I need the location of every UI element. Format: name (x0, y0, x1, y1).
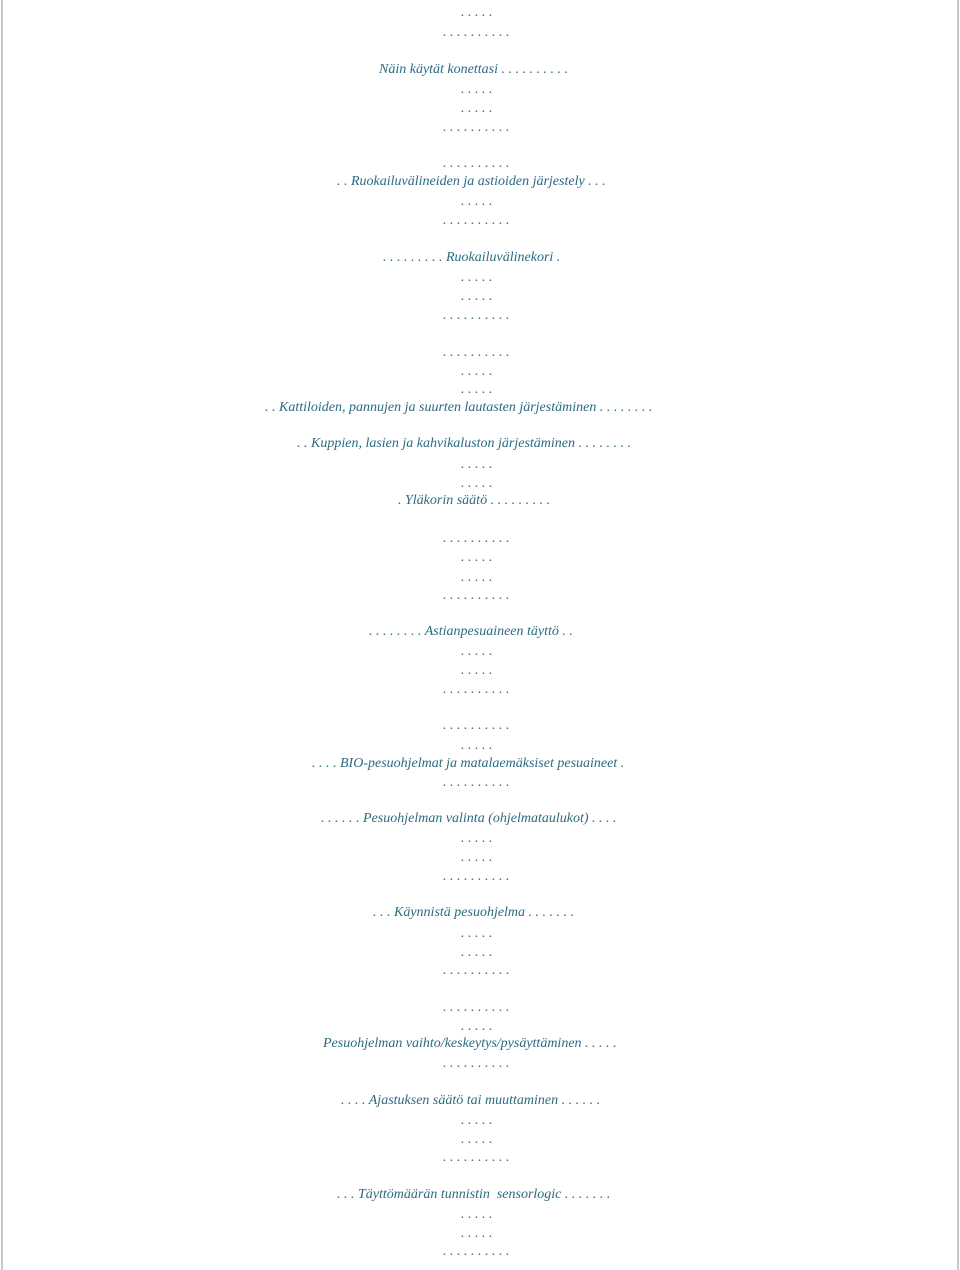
toc-leader: . . . . . . . . . . (443, 718, 510, 733)
toc-entry[interactable]: . . Kuppien, lasien ja kahvikaluston järjestäminen . . . . . . . . (297, 436, 632, 451)
toc-leader: . . . . . . . . . . (443, 1000, 510, 1015)
toc-leader: . . . . . . . . . . (443, 963, 510, 978)
toc-entry[interactable]: Näin käytät konettasi . . . . . . . . . . (379, 62, 568, 77)
toc-leader: . . . . . (461, 457, 493, 472)
toc-leader: . . . . . (461, 1132, 493, 1147)
toc-entry[interactable]: . . . . . . . . Astianpesuaineen täyttö . . (369, 624, 573, 639)
toc-leader: . . . . . (461, 644, 493, 659)
toc-leader: . . . . . (461, 382, 493, 397)
toc-entry[interactable]: . . . Täyttömäärän tunnistin sensorlogic . . . . . . . (337, 1187, 611, 1202)
toc-leader: . . . . . (461, 270, 493, 285)
toc-entry[interactable]: . . Ruokailuvälineiden ja astioiden järjestely . . . (337, 174, 606, 189)
toc-leader: . . . . . (461, 663, 493, 678)
toc-leader: . . . . . . . . . . (443, 213, 510, 228)
toc-leader: . . . . . (461, 1113, 493, 1128)
toc-leader: . . . . . (461, 82, 493, 97)
toc-leader: . . . . . (461, 101, 493, 116)
toc-leader: . . . . . (461, 570, 493, 585)
toc-leader: . . . . . (461, 194, 493, 209)
toc-leader: . . . . . (461, 364, 493, 379)
toc-leader: . . . . . (461, 926, 493, 941)
toc-leader: . . . . . . . . . . (443, 156, 510, 171)
toc-entry[interactable]: . . . . . . . . . Ruokailuvälinekori . (383, 250, 561, 265)
toc-entry[interactable]: . . . . . . Pesuohjelman valinta (ohjelmataulukot) . . . . (321, 811, 617, 826)
toc-leader: . . . . . (461, 1207, 493, 1222)
toc-leader: . . . . . . . . . . (443, 120, 510, 135)
toc-leader: . . . . . (461, 1019, 493, 1034)
toc-leader: . . . . . . . . . . (443, 1150, 510, 1165)
toc-leader: . . . . . (461, 5, 493, 20)
toc-leader: . . . . . . . . . . (443, 345, 510, 360)
toc-leader: . . . . . (461, 550, 493, 565)
toc-leader: . . . . . . . . . . (443, 869, 510, 884)
toc-leader: . . . . . . . . . . (443, 1056, 510, 1071)
toc-entry[interactable]: . . Kattiloiden, pannujen ja suurten lautasten järjestäminen . . . . . . . . (265, 400, 653, 415)
toc-leader: . . . . . . . . . . (443, 1244, 510, 1259)
toc-leader: . . . . . (461, 945, 493, 960)
toc-leader: . . . . . (461, 476, 493, 491)
toc-leader: . . . . . . . . . . (443, 682, 510, 697)
toc-entry[interactable]: . Yläkorin säätö . . . . . . . . . (398, 493, 551, 508)
toc-leader: . . . . . (461, 850, 493, 865)
toc-leader: . . . . . (461, 289, 493, 304)
toc-entry[interactable]: Pesuohjelman vaihto/keskeytys/pysäyttäminen . . . . . (323, 1036, 617, 1051)
toc-leader: . . . . . . . . . . (443, 531, 510, 546)
toc-leader: . . . . . (461, 738, 493, 753)
toc-leader: . . . . . . . . . . (443, 25, 510, 40)
toc-leader: . . . . . . . . . . (443, 588, 510, 603)
toc-leader: . . . . . (461, 831, 493, 846)
toc-entry[interactable]: . . . . Ajastuksen säätö tai muuttaminen . . . . . . (341, 1093, 601, 1108)
toc-leader: . . . . . (461, 1226, 493, 1241)
toc-leader: . . . . . . . . . . (443, 775, 510, 790)
toc-entry[interactable]: . . . Käynnistä pesuohjelma . . . . . . . (373, 905, 575, 920)
toc-leader: . . . . . . . . . . (443, 308, 510, 323)
toc-entry[interactable]: . . . . BIO-pesuohjelmat ja matalaemäksiset pesuaineet . (312, 756, 625, 771)
